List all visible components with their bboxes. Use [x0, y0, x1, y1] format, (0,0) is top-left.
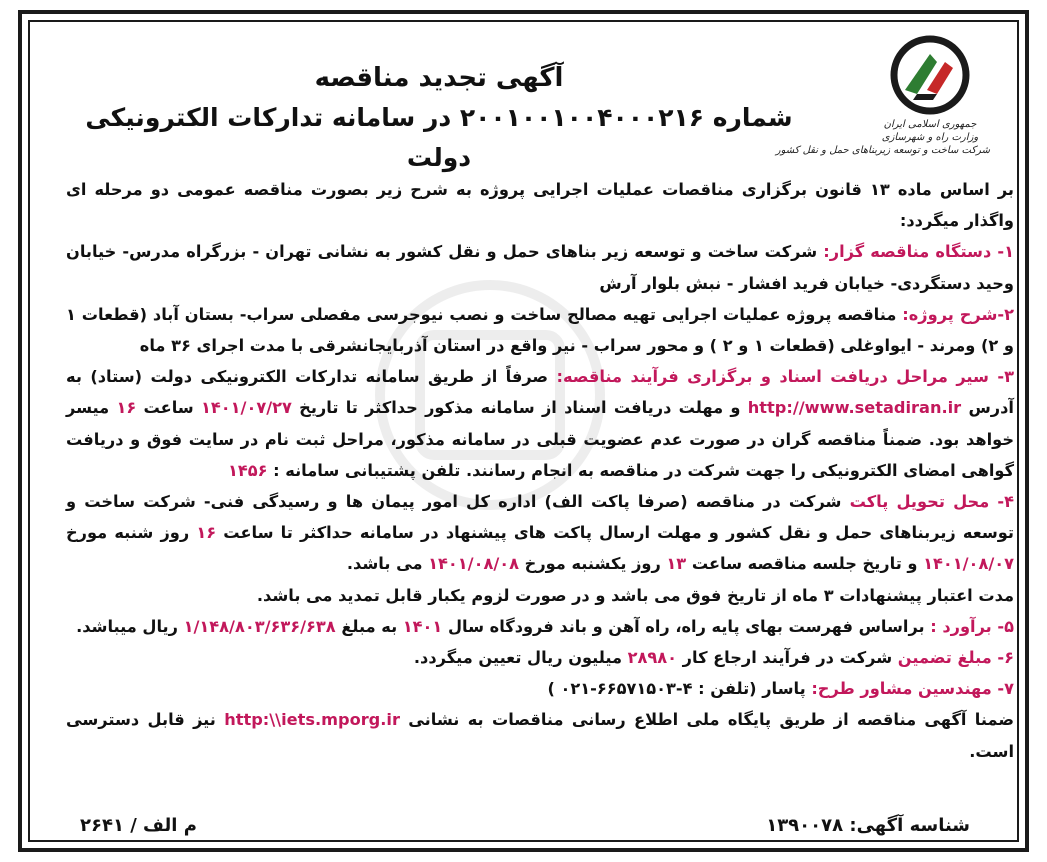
item-4-text-b: روز شنبه مورخ: [66, 523, 197, 543]
item-7-label: ۷- مهندسین مشاور طرح:: [811, 679, 1014, 699]
item-5-text-c: ریال میباشد.: [76, 616, 184, 636]
intro-paragraph: بر اساس ماده ۱۳ قانون برگزاری مناقصات عملیات اجرایی پروژه به شرح زیر بصورت مناقصه عمومی دو مرحله ای واگذار میگردد:: [66, 180, 1014, 231]
item-2-label: ۲-شرح پروژه:: [902, 304, 1014, 324]
item-4-text-a: شرکت در مناقصه (صرفا پاکت الف) اداره کل امور پیمان ها و رسیدگی فنی- شرکت ساخت و توسعه زیربناهای حمل و نقل کشور و مهلت ارسال پاکت های پیشنهاد در سامانه حداکثر تا ساعت: [66, 492, 1014, 543]
footer-bar: [66, 810, 984, 840]
closing-paragraph: [66, 704, 1014, 766]
validity-paragraph: مدت اعتبار پیشنهادات ۳ ماه از تاریخ فوق می باشد و در صورت لزوم یکبار قابل تمدید می باشد.: [256, 585, 1014, 605]
closing-text-b: نیز قابل دسترسی است.: [66, 710, 1014, 761]
item-4-text-d: روز یکشنبه مورخ: [519, 554, 667, 574]
logo-line-3: شرکت ساخت و توسعه زیربناهای حمل و نقل کشور: [775, 145, 990, 156]
logo-line-1: جمهوری اسلامی ایران: [883, 119, 977, 130]
item-4-date-1: ۱۴۰۱/۰۸/۰۷: [923, 554, 1014, 574]
item-5-text-b: به مبلغ: [335, 616, 403, 636]
estimate-amount: ۱/۱۴۸/۸۰۳/۶۳۶/۶۳۸: [183, 616, 336, 636]
item-1-label: ۱- دستگاه مناقصه گزار:: [823, 242, 1014, 262]
item-3-hour: ۱۶: [116, 398, 137, 418]
item-6-text-a: شرکت در فرآیند ارجاع کار: [677, 648, 898, 668]
item-2: [66, 299, 1014, 361]
item-6-label: ۶- مبلغ تضمین: [897, 648, 1014, 668]
support-phone: ۱۴۵۶: [228, 460, 268, 480]
item-7: [66, 673, 1014, 704]
item-4-text-e: می باشد.: [346, 554, 429, 574]
item-4-text-c: و تاریخ جلسه مناقصه ساعت: [686, 554, 924, 574]
item-3-date: ۱۴۰۱/۰۷/۲۷: [201, 398, 292, 418]
iets-link[interactable]: http:\\iets.mporg.ir: [224, 710, 400, 730]
item-6-text-b: میلیون ریال تعیین میگردد.: [413, 648, 628, 668]
item-3: [66, 361, 1014, 486]
item-5: [66, 611, 1014, 642]
notice-title: [59, 58, 819, 178]
item-5-label: ۵- برآورد :: [930, 616, 1014, 636]
item-6: [66, 642, 1014, 673]
item-4-hour-2: ۱۳: [666, 554, 687, 574]
notice-body: [66, 174, 1014, 767]
item-4-date-2: ۱۴۰۱/۰۸/۰۸: [428, 554, 520, 574]
publication-code: م الف / ۲۶۴۱: [80, 814, 197, 836]
item-3-text-c: ساعت: [136, 398, 202, 418]
closing-text-a: ضمنا آگهی مناقصه از طریق پایگاه ملی اطلاع رسانی مناقصات به نشانی: [399, 710, 1014, 730]
item-2-text: مناقصه پروژه عملیات اجرایی تهیه مصالح ساخت و نصب نیوجرسی مفصلی سراب- بستان آباد (قطعات ۱ و ۲) ومرند - ایواوغلی (قطعات ۱ و ۲ ) و محور سراب - نیر واقع در استان آذربایجانشرقی با مدت اجرای ۳۶ ماه: [66, 304, 1014, 356]
item-3-text-a: صرفاً از طریق سامانه تدارکات الکترونیکی دولت (ستاد) به آدرس: [66, 367, 1014, 418]
item-7-text: پاسار (تلفن : ۴-۶۶۵۷۱۵۰۳-۰۲۱ ): [547, 679, 812, 699]
item-4-label: ۴- محل تحویل پاکت: [849, 492, 1014, 512]
item-3-text-b: و مهلت دریافت اسناد از سامانه مذکور حداکثر تا تاریخ: [291, 398, 748, 418]
ministry-emblem-icon: [887, 32, 973, 118]
guarantee-amount: ۲۸۹۸۰: [627, 648, 678, 668]
title-line-1: آگهی تجدید مناقصه: [314, 63, 564, 93]
logo-line-2: وزارت راه و شهرسازی: [881, 132, 979, 143]
item-3-label: ۳- سیر مراحل دریافت اسناد و برگزاری فرآیند مناقصه:: [556, 367, 1014, 387]
item-4: [66, 486, 1014, 580]
setad-link[interactable]: http://www.setadiran.ir: [747, 398, 962, 418]
item-1-text: شرکت ساخت و توسعه زیر بناهای حمل و نقل کشور به نشانی تهران - بزرگراه مدرس- خیابان وحید دستگردی- خیابان فرید افشار - نبش بلوار آرش: [66, 242, 1014, 293]
item-3-text-d: میسر خواهد بود. ضمناً مناقصه گران در صورت عدم عضویت قبلی در سامانه مذکور، مراحل ثبت نام در سایت فوق و دریافت گواهی امضای الکترونیکی را جهت شرکت در مناقصه به انجام رسانند. تلفن پشتیبانی سامانه :: [66, 398, 1014, 480]
item-1: [66, 236, 1014, 298]
item-5-text-a: براساس فهرست بهای پایه راه، راه آهن و باند فرودگاه سال: [442, 616, 931, 636]
ad-id: شناسه آگهی: ۱۳۹۰۰۷۸: [766, 814, 970, 836]
item-5-year: ۱۴۰۱: [402, 616, 443, 636]
title-line-2: شماره ۲۰۰۱۰۰۱۰۰۴۰۰۰۲۱۶ در سامانه تدارکات الکترونیکی دولت: [85, 103, 793, 172]
item-4-hour-1: ۱۶: [196, 523, 217, 543]
